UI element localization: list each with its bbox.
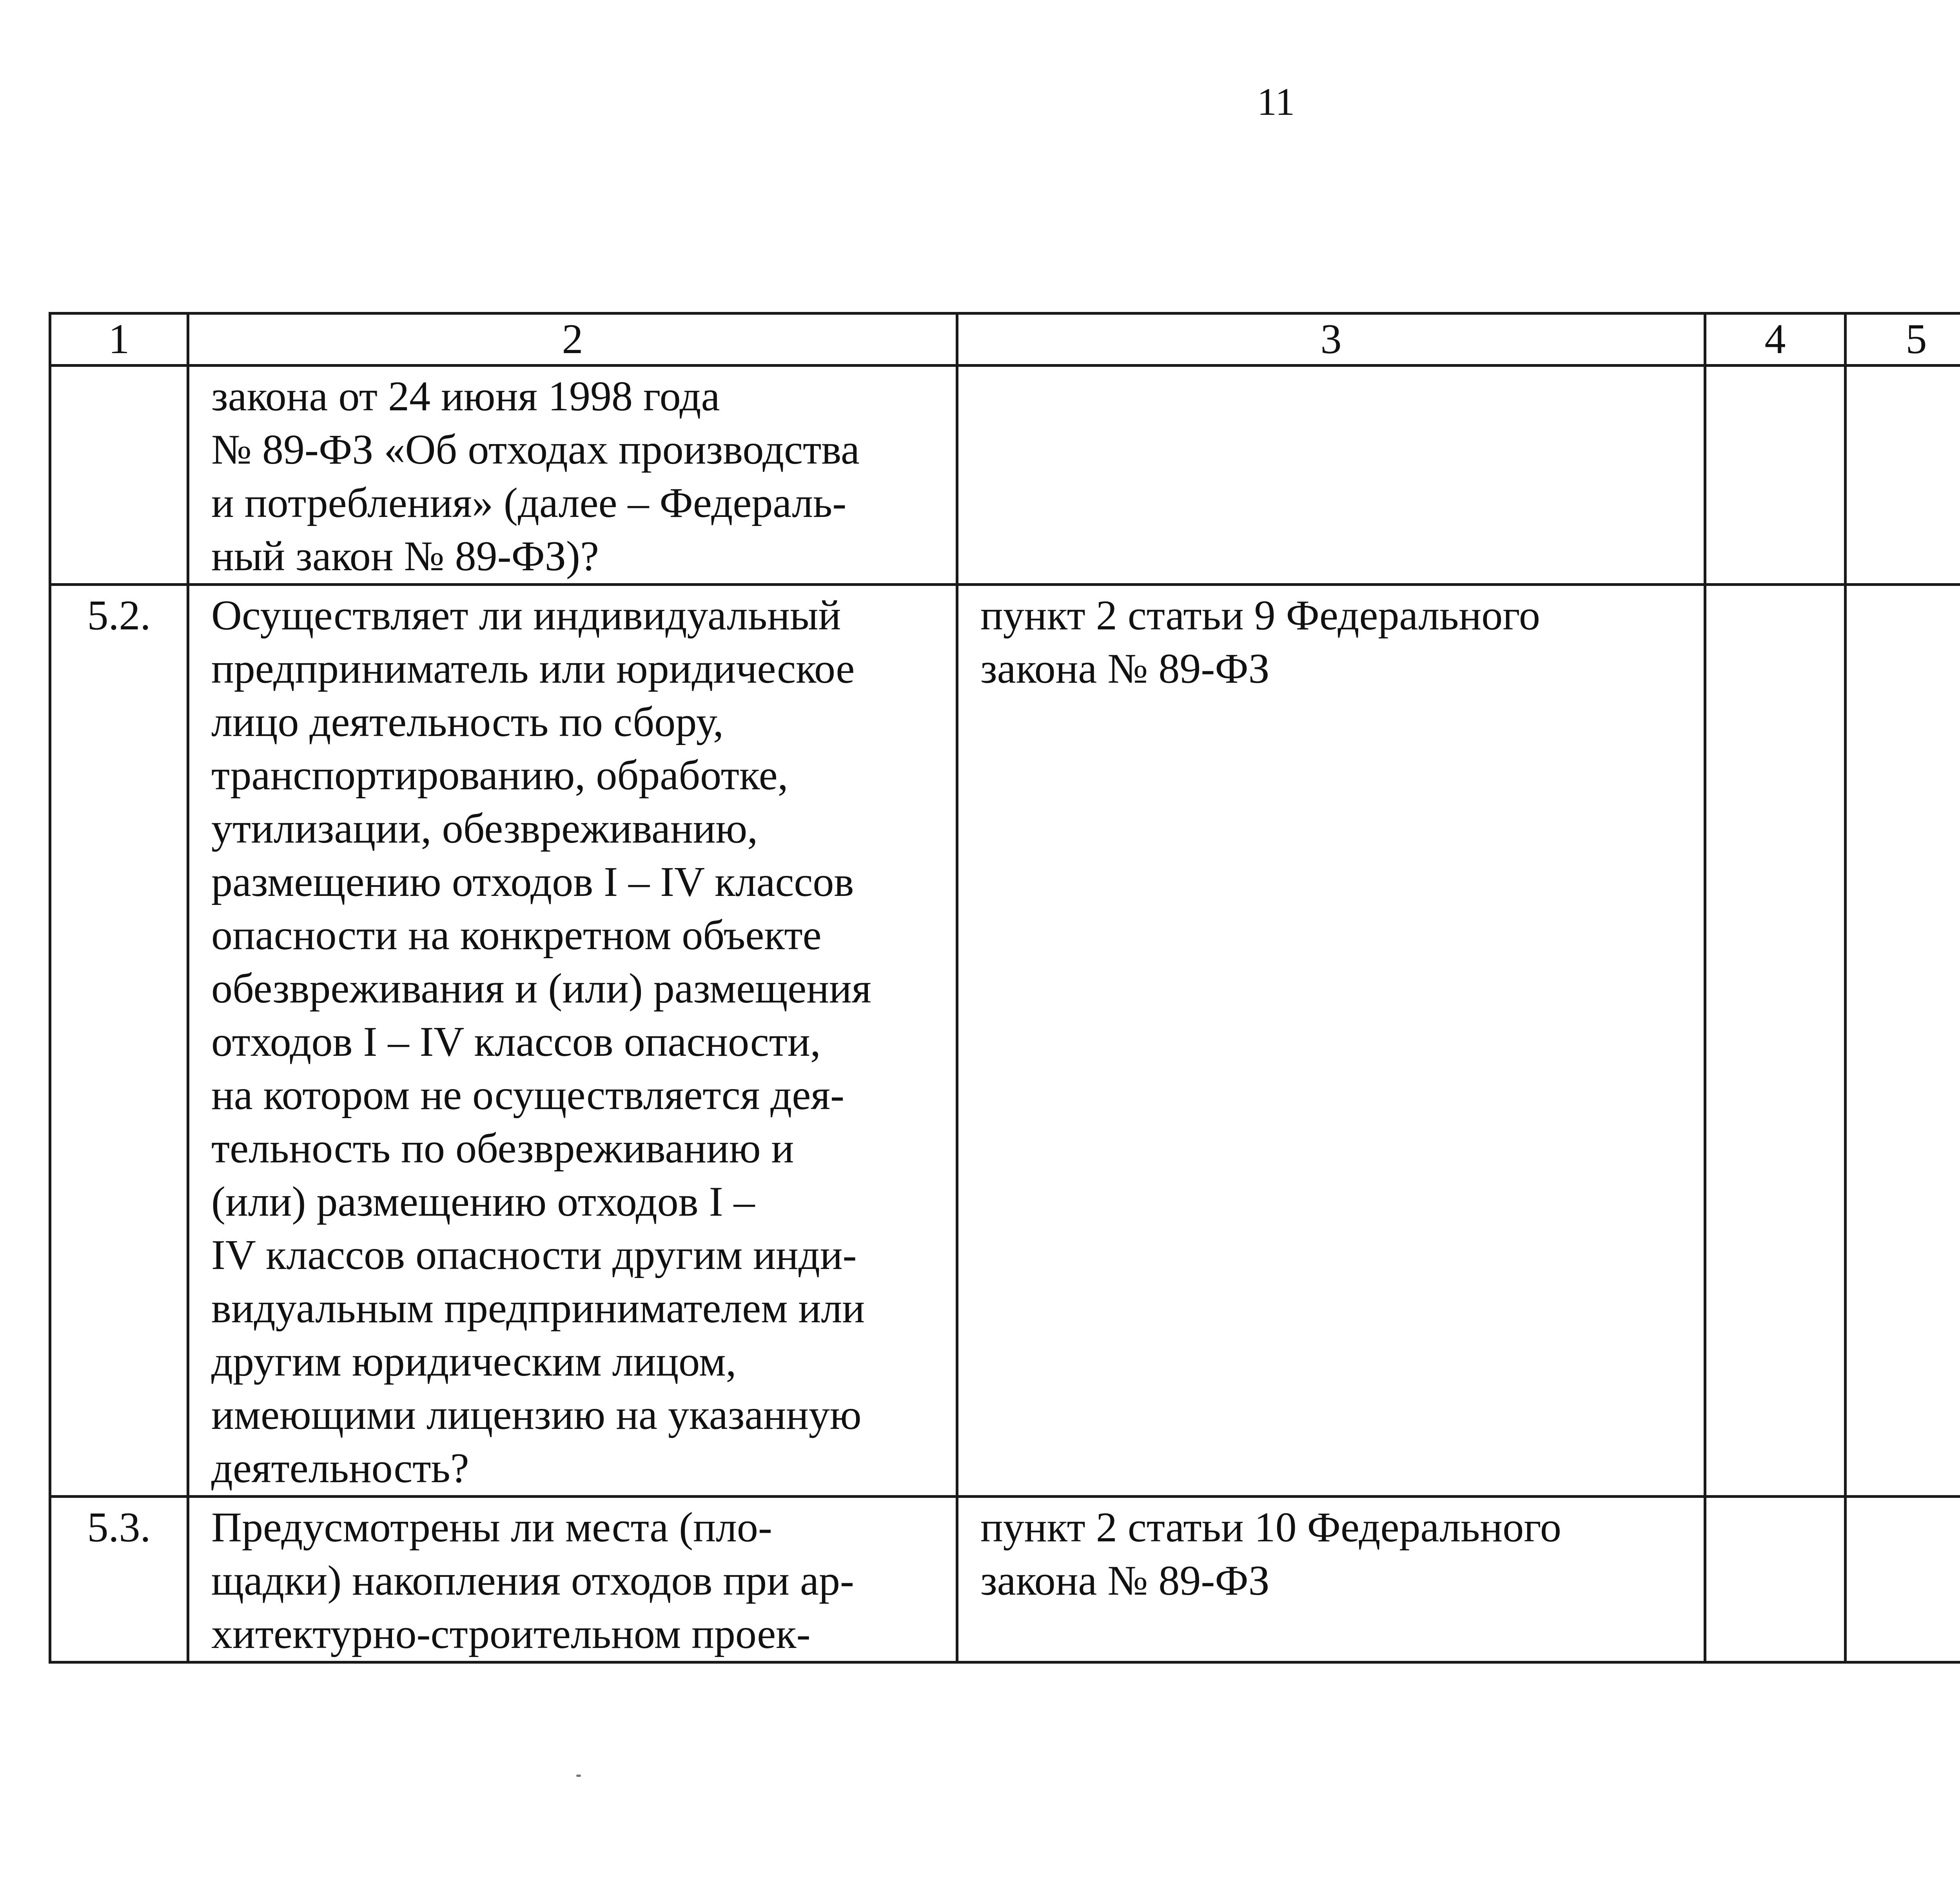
column-header: 4 (1705, 314, 1846, 366)
table-header-row (50, 314, 1960, 366)
empty-cell (1705, 366, 1846, 585)
page-number: 11 (1257, 80, 1295, 123)
table-row (50, 366, 1960, 585)
reference-cell: пункт 2 статьи 9 Федерального закона № 89-ФЗ (957, 585, 1705, 1497)
reference-cell (957, 366, 1705, 585)
empty-cell (1705, 585, 1846, 1497)
column-header: 1 (50, 314, 188, 366)
question-cell: Осуществляет ли индивидуальный предприниматель или юридическое лицо деятельность по сбору, транспортированию, обработке, утилизации, обезвреживанию, размещению отходов I – IV классов опасности на конкретном объекте обезвреживания и (или) размещения отходов I – IV классов опасности, на котором не осуществляется дея- тельность по обезвреживанию и (или) размещению отходов I – IV классов опасности другим инди- видуальным предпринимателем или другим юридическим лицом, имеющими лицензию на указанную деятельность? (188, 585, 957, 1497)
column-header: 3 (957, 314, 1705, 366)
table-row (50, 1497, 1960, 1662)
table-row (50, 585, 1960, 1497)
column-header: 2 (188, 314, 957, 366)
row-number (50, 366, 188, 585)
checklist-table (49, 312, 1960, 1664)
row-number: 5.2. (50, 585, 188, 1497)
question-cell: Предусмотрены ли места (пло- щадки) накопления отходов при ар- хитектурно-строительном проек- (188, 1497, 957, 1662)
question-cell: закона от 24 июня 1998 года № 89-ФЗ «Об отходах производства и потребления» (далее – Федераль- ный закон № 89-ФЗ)? (188, 366, 957, 585)
empty-cell (1846, 366, 1960, 585)
empty-cell (1846, 585, 1960, 1497)
empty-cell (1846, 1497, 1960, 1662)
column-header: 5 (1846, 314, 1960, 366)
reference-cell: пункт 2 статьи 10 Федерального закона № 89-ФЗ (957, 1497, 1705, 1662)
scan-speck (576, 1775, 581, 1777)
empty-cell (1705, 1497, 1846, 1662)
row-number: 5.3. (50, 1497, 188, 1662)
